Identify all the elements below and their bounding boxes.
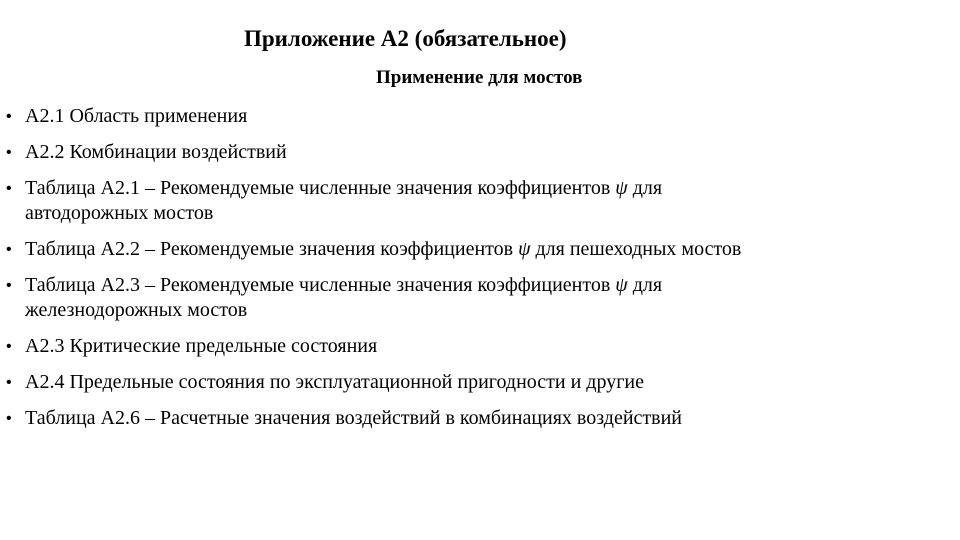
bullet-icon: • [6, 241, 12, 258]
item-text: для пешеходных мостов [530, 238, 742, 260]
item-text: А2.1 Область применения [25, 105, 248, 127]
item-line [25, 370, 936, 395]
page-subtitle: Применение для мостов [376, 67, 583, 88]
bullet-icon: • [6, 410, 12, 427]
list-item [6, 370, 936, 395]
item-text: А2.4 Предельные состояния по эксплуатационной пригодности и другие [25, 371, 644, 393]
item-line [25, 406, 936, 431]
bullet-icon: • [6, 374, 12, 391]
item-text: Таблица А2.2 – Рекомендуемые значения коэффициентов [25, 238, 519, 260]
psi-symbol: ψ [615, 274, 628, 296]
bullet-icon: • [6, 180, 12, 197]
list-item [6, 140, 936, 165]
item-text: для [627, 274, 663, 296]
item-line [25, 298, 936, 323]
bullet-icon: • [6, 108, 12, 125]
list-item [6, 176, 936, 226]
item-text: Таблица А2.1 – Рекомендуемые численные значения коэффициентов [25, 177, 616, 199]
bullet-icon: • [6, 144, 12, 161]
list-item [6, 237, 936, 262]
item-line [25, 176, 936, 201]
item-text: железнодорожных мостов [25, 299, 248, 321]
psi-symbol: ψ [615, 177, 628, 199]
item-line [25, 237, 936, 262]
bullet-icon: • [6, 338, 12, 355]
item-text: для [627, 177, 663, 199]
item-line [25, 104, 936, 129]
item-line [25, 201, 936, 226]
list-item [6, 273, 936, 323]
item-text: А2.2 Комбинации воздействий [25, 141, 287, 163]
item-line [25, 334, 936, 359]
list-item [6, 406, 936, 431]
bullet-list [6, 104, 936, 442]
psi-symbol: ψ [518, 238, 531, 260]
item-line [25, 140, 936, 165]
list-item [6, 104, 936, 129]
page-title: Приложение А2 (обязательное) [244, 26, 567, 51]
item-line [25, 273, 936, 298]
item-text: Таблица А2.3 – Рекомендуемые численные значения коэффициентов [25, 274, 616, 296]
item-text: Таблица А2.6 – Расчетные значения воздействий в комбинациях воздействий [25, 407, 682, 429]
bullet-icon: • [6, 277, 12, 294]
list-item [6, 334, 936, 359]
item-text: А2.3 Критические предельные состояния [25, 335, 378, 357]
item-text: автодорожных мостов [25, 202, 214, 224]
